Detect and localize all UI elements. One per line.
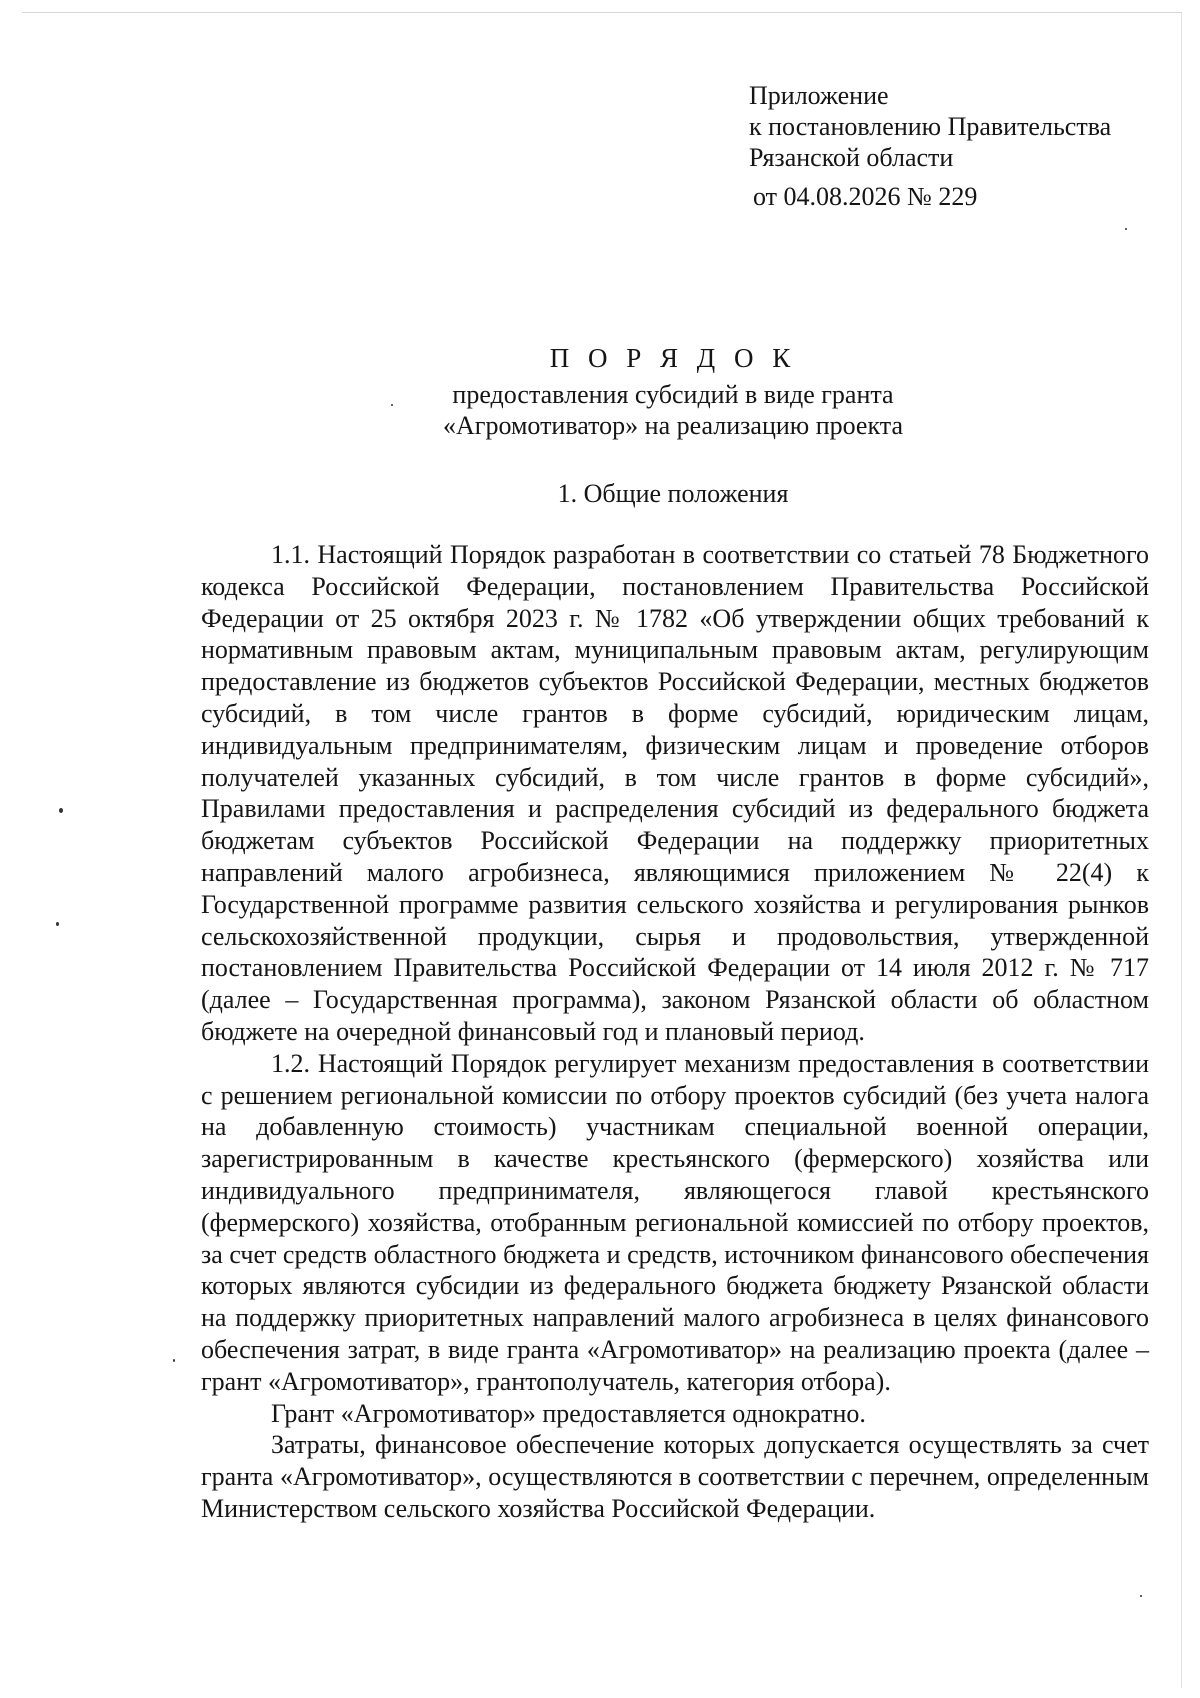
paragraph-1-2: 1.2. Настоящий Порядок регулирует механизм предоставления в соответствии с решением региональной комиссии по отбору проектов субсидий (без учета налога на добавленную стоимость) участникам специальной военной операции, зарегистрированным в качестве крестьянского (фермерского) хозяйства или индивидуального предпринимателя, являющегося главой крестьянского (фермерского) хозяйства, отобранным региональной комиссией по отбору проектов, за счет средств областного бюджета и средств, источником финансового обеспечения которых являются субсидии из федерального бюджета бюджету Рязанской области на поддержку приоритетных направлений малого агробизнеса в целях финансового обеспечения затрат, в виде гранта «Агромотиватор» на реализацию проекта (далее – грант «Агромотиватор», грантополучатель, категория отбора). xyxy=(201,1048,1149,1396)
scan-speck xyxy=(173,1359,175,1362)
scan-speck xyxy=(1125,228,1127,230)
appendix-block xyxy=(749,80,1111,212)
scan-speck xyxy=(59,808,63,813)
paragraph-grant-once: Грант «Агромотиватор» предоставляется однократно. xyxy=(271,1398,866,1428)
document-subtitle xyxy=(0,379,1200,441)
subtitle-line-2: «Агромотиватор» на реализацию проекта xyxy=(443,411,903,440)
document-body xyxy=(201,539,1149,1525)
subtitle-line-1: предоставления субсидий в виде гранта xyxy=(452,380,894,409)
paragraph-costs: Затраты, финансовое обеспечение которых допускается осуществлять за счет гранта «Агромотиватор», осуществляются в соответствии с перечнем, определенным Министерством сельского хозяйства Российской Федерации. xyxy=(201,1430,1149,1523)
section-heading: 1. Общие положения xyxy=(557,479,789,508)
appendix-line-3: Рязанской области xyxy=(749,143,954,172)
document-title: П О Р Я Д О К xyxy=(549,343,797,373)
scan-speck xyxy=(56,922,59,926)
paragraph-1-1: 1.1. Настоящий Порядок разработан в соответствии со статьей 78 Бюджетного кодекса Российской Федерации, постановлением Правительства Российской Федерации от 25 октября 2023 г. № 1782 «Об утверждении общих требований к нормативным правовым актам, муниципальным правовым актам, регулирующим предоставление из бюджетов субъектов Российской Федерации, местных бюджетов субсидий, в том числе грантов в форме субсидий, юридическим лицам, индивидуальным предпринимателям, физическим лицам и проведение отборов получателей указанных субсидий, в том числе грантов в форме субсидий», Правилами предоставления и распределения субсидий из федерального бюджета бюджетам субъектов Российской Федерации на поддержку приоритетных направлений малого агробизнеса, являющимися приложением № 22(4) к Государственной программе развития сельского хозяйства и регулирования рынков сельскохозяйственной продукции, сырья и продовольствия, утвержденной постановлением Правительства Российской Федерации от 14 июля 2012 г. № 717 (далее – Государственная программа), законом Рязанской области об областном бюджете на очередной финансовый год и плановый период. xyxy=(201,540,1149,1046)
appendix-date-number: от 04.08.2026 № 229 xyxy=(753,182,978,211)
appendix-line-1: Приложение xyxy=(749,81,889,110)
appendix-line-2: к постановлению Правительства xyxy=(749,112,1112,141)
scan-speck xyxy=(391,404,393,406)
scan-speck xyxy=(1140,1595,1142,1597)
